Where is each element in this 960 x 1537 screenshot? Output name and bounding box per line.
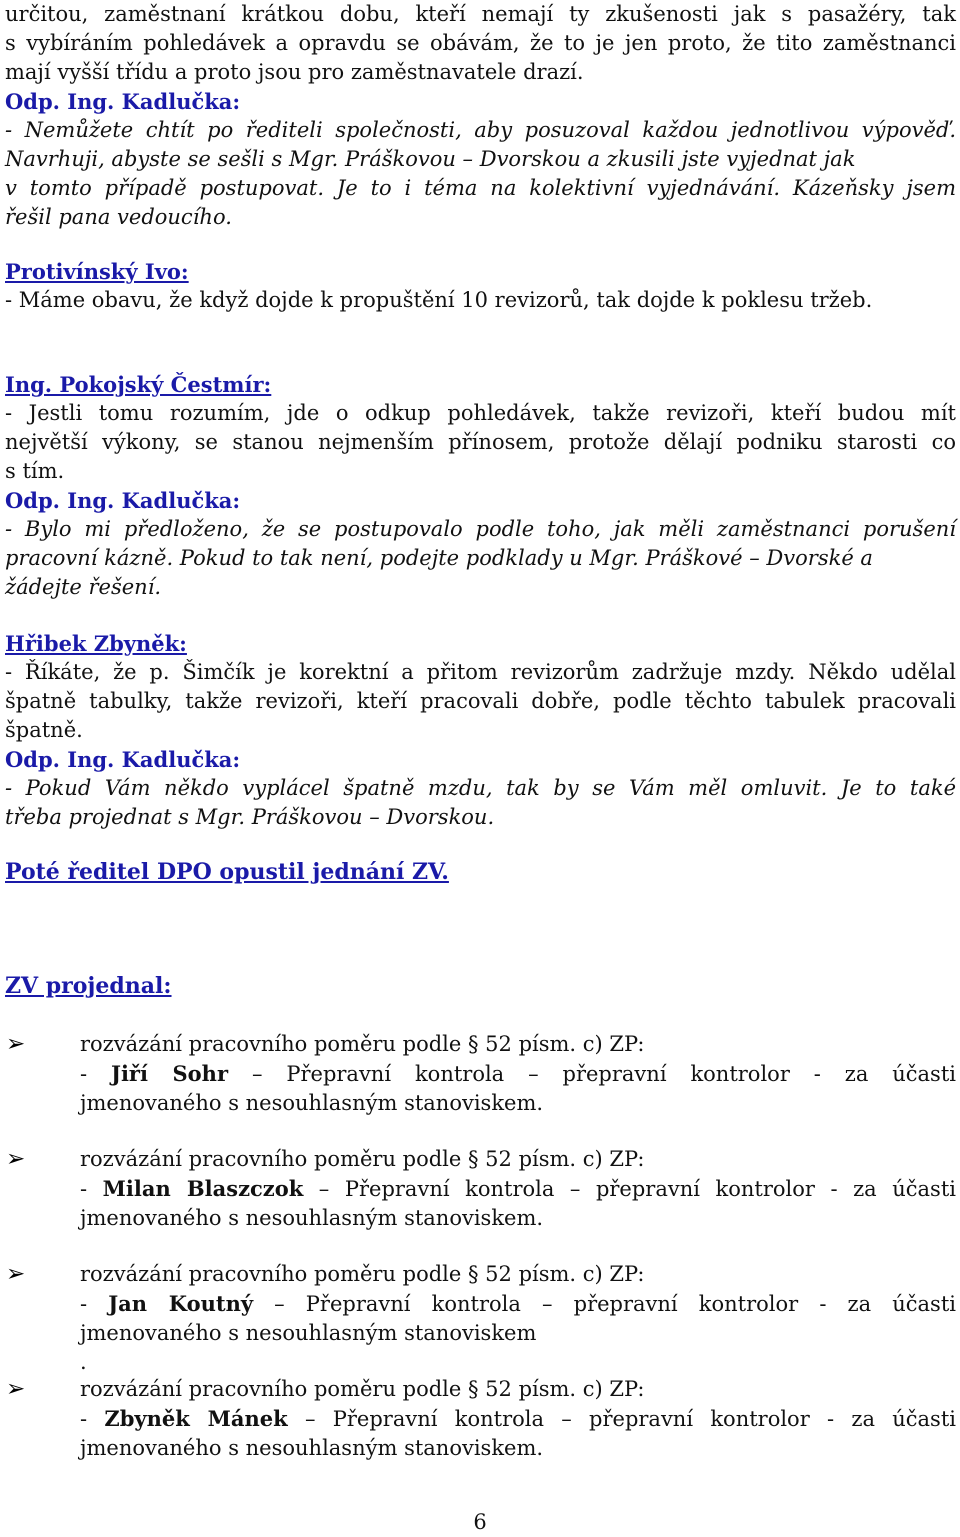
zv-heading: ZV projednal: [5, 973, 172, 999]
item-text-line: - Jiří Sohr – Přepravní kontrola – přepravní kontrolor - za účasti [80, 1061, 956, 1086]
item-text-line: . [80, 1350, 87, 1374]
speech-block-5 [5, 629, 956, 745]
text-line: špatně. [5, 718, 83, 742]
arrow-bullet-icon: ➢ [6, 1261, 26, 1287]
text-line: v tomto případě postupovat. Je to i téma na kolektivní vyjednávání. Kázeňsky jsem [5, 176, 956, 200]
employee-name: Milan Blaszczok [102, 1176, 304, 1201]
speaker-name: Hřibek Zbyněk: [5, 631, 187, 656]
speaker-name: Protivínský Ivo: [5, 259, 189, 284]
item-text-line: jmenovaného s nesouhlasným stanoviskem. [80, 1091, 544, 1115]
item-text-line: rozvázání pracovního poměru podle § 52 písm. c) ZP: [80, 1147, 645, 1171]
text-line: žádejte řešení. [5, 575, 162, 599]
employee-name: Zbyněk Mánek [104, 1406, 288, 1431]
text-line: - Nemůžete chtít po řediteli společnosti, aby posuzoval každou jednotlivou výpověď. [5, 118, 956, 142]
text-line: určitou, zaměstnaní krátkou dobu, kteří nemají ty zkušenosti jak s pasažéry, tak [5, 2, 956, 26]
item-text-line: - Jan Koutný – Přepravní kontrola – přepravní kontrolor - za účasti [80, 1291, 956, 1316]
speaker-name: Odp. Ing. Kadlučka: [5, 488, 241, 513]
speech-block-2 [5, 257, 956, 315]
arrow-bullet-icon: ➢ [6, 1146, 26, 1172]
text-line: - Máme obavu, že když dojde k propuštění 10 revizorů, tak dojde k poklesu tržeb. [5, 288, 873, 312]
page-number: 6 [473, 1510, 487, 1534]
employee-name: Jan Koutný [108, 1291, 254, 1316]
left-meeting-heading: Poté ředitel DPO opustil jednání ZV. [5, 859, 449, 885]
speaker-name: Odp. Ing. Kadlučka: [5, 747, 241, 772]
text-line: největší výkony, se stanou nejmenším přínosem, protože dělají podniku starosti co [5, 430, 956, 454]
speech-block-6 [5, 745, 956, 832]
paragraph-intro [5, 0, 956, 87]
text-line: - Říkáte, že p. Šimčík je korektní a přitom revizorům zadržuje mzdy. Někdo udělal [5, 660, 956, 684]
text-line: špatně tabulky, takže revizoři, kteří pracovali dobře, podle těchto tabulek pracovali [5, 689, 956, 713]
speech-block-4 [5, 486, 956, 602]
speaker-name: Ing. Pokojský Čestmír: [5, 372, 272, 397]
text-line: - Jestli tomu rozumím, jde o odkup pohledávek, takže revizoři, kteří budou mít [5, 401, 956, 425]
text-line: - Bylo mi předloženo, že se postupovalo podle toho, jak měli zaměstnanci porušení [5, 517, 956, 541]
text-line: třeba projednat s Mgr. Práškovou – Dvorskou. [5, 805, 495, 829]
item-text-line: - Zbyněk Mánek – Přepravní kontrola – přepravní kontrolor - za účasti [80, 1406, 956, 1431]
text-line: - Pokud Vám někdo vyplácel špatně mzdu, tak by se Vám měl omluvit. Je to také [5, 776, 956, 800]
employee-name: Jiří Sohr [111, 1061, 229, 1086]
item-text-line: - Milan Blaszczok – Přepravní kontrola – přepravní kontrolor - za účasti [80, 1176, 956, 1201]
text-line: s tím. [5, 459, 65, 483]
item-text-line: jmenovaného s nesouhlasným stanoviskem. [80, 1436, 544, 1460]
text-line: řešil pana vedoucího. [5, 205, 232, 229]
speech-block-3 [5, 370, 956, 486]
text-line: Navrhuji, abyste se sešli s Mgr. Práškovou – Dvorskou a zkusili jste vyjednat jak [5, 147, 856, 171]
zv-section [5, 972, 956, 1001]
item-text-line: jmenovaného s nesouhlasným stanoviskem [80, 1321, 537, 1345]
text-line: mají vyšší třídu a proto jsou pro zaměstnavatele drazí. [5, 60, 584, 84]
director-left-note [5, 858, 956, 887]
text-line: s vybíráním pohledávek a opravdu se obávám, že to je jen proto, že tito zaměstnanci [5, 31, 956, 55]
speech-block-1 [5, 87, 956, 232]
arrow-bullet-icon: ➢ [6, 1376, 26, 1402]
arrow-bullet-icon: ➢ [6, 1031, 26, 1057]
speaker-name: Odp. Ing. Kadlučka: [5, 89, 241, 114]
item-text-line: rozvázání pracovního poměru podle § 52 písm. c) ZP: [80, 1262, 645, 1286]
text-line: pracovní kázně. Pokud to tak není, podejte podklady u Mgr. Práškové – Dvorské a [5, 546, 873, 570]
item-text-line: rozvázání pracovního poměru podle § 52 písm. c) ZP: [80, 1377, 645, 1401]
item-text-line: rozvázání pracovního poměru podle § 52 písm. c) ZP: [80, 1032, 645, 1056]
item-text-line: jmenovaného s nesouhlasným stanoviskem. [80, 1206, 544, 1230]
